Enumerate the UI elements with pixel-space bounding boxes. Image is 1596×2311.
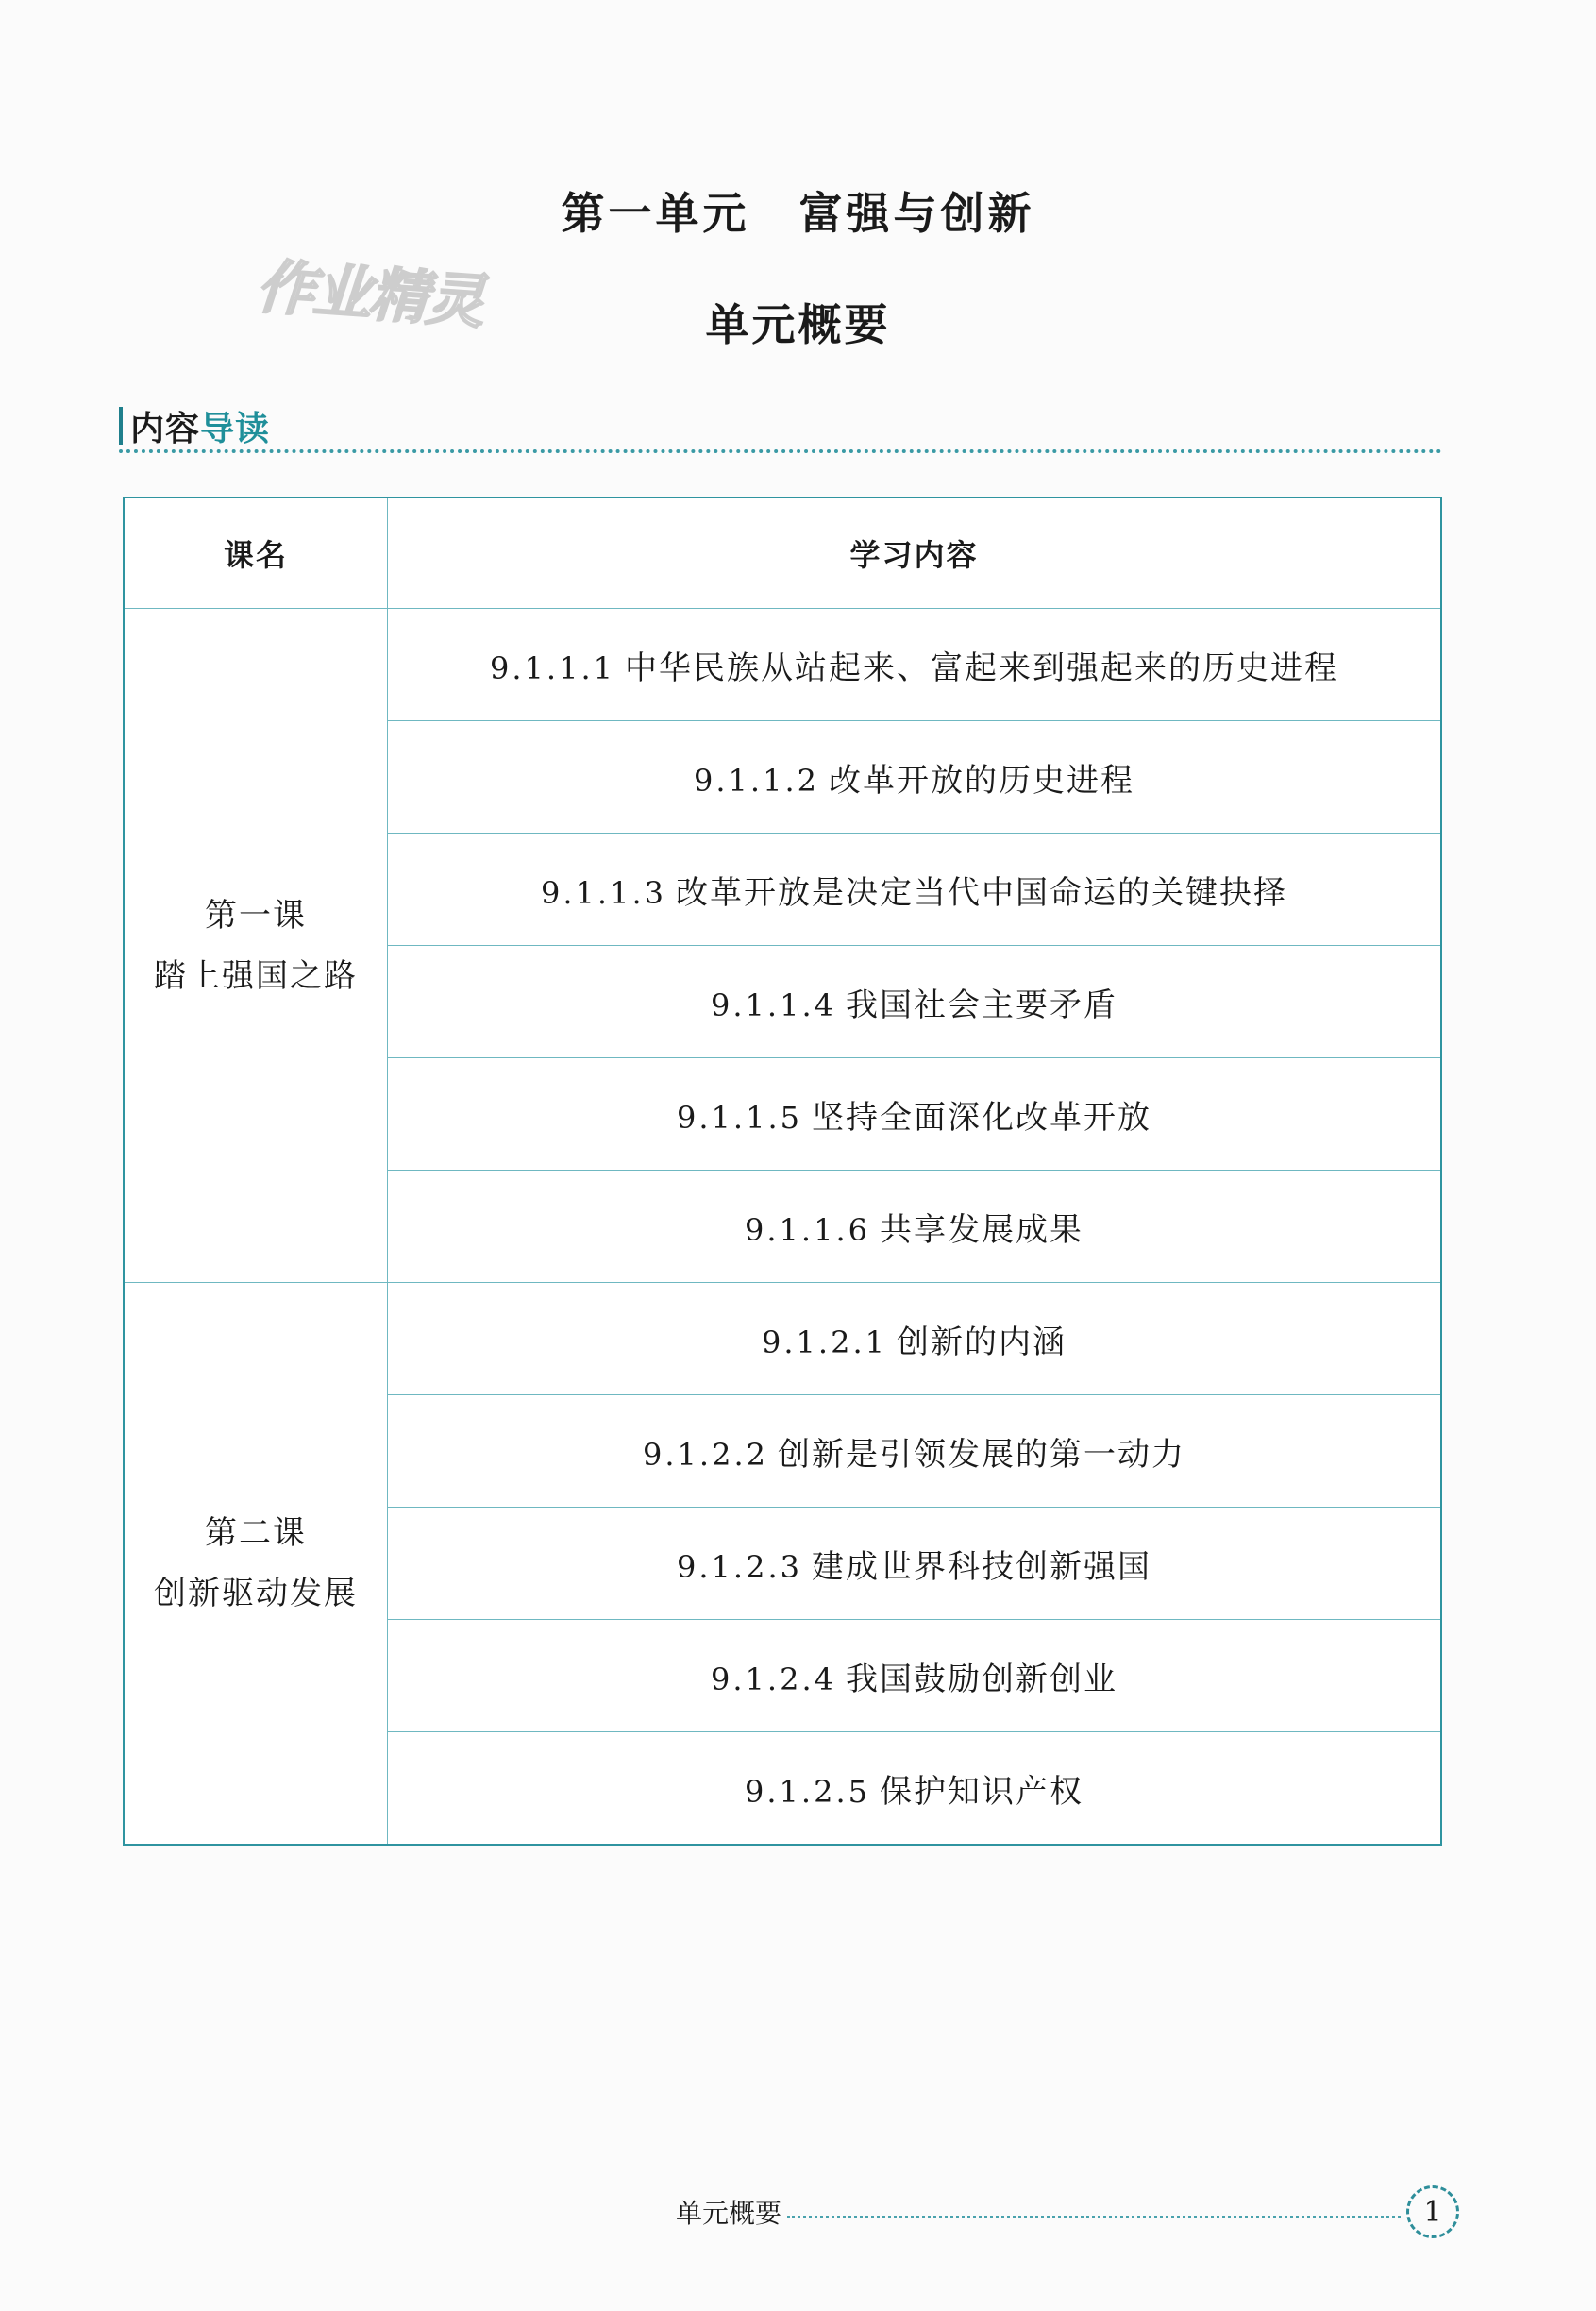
section-title-part1: 内容 [130, 409, 201, 448]
watermark: 作业精灵 [254, 251, 485, 337]
content-item [388, 1395, 1442, 1508]
content-table [123, 497, 1442, 1846]
footer-leader-dots [787, 2216, 1401, 2218]
section-divider [119, 449, 1442, 453]
item-code: 9.1.1.3 [541, 874, 666, 911]
item-text: 我国鼓励创新创业 [845, 1660, 1117, 1698]
section-title-part2: 导读 [200, 409, 271, 448]
lesson-title: 创新驱动发展 [154, 1575, 358, 1612]
item-code: 9.1.2.3 [677, 1548, 802, 1585]
table-header-row [124, 498, 1441, 609]
item-code: 9.1.1.4 [711, 987, 836, 1023]
lesson-name-cell [124, 609, 388, 1283]
item-text: 改革开放是决定当代中国命运的关键抉择 [675, 873, 1287, 912]
content-item [388, 1620, 1442, 1732]
item-text: 创新的内涵 [896, 1323, 1067, 1361]
content-item [388, 1508, 1442, 1620]
section-heading [119, 404, 270, 447]
footer-label: 单元概要 [676, 2198, 782, 2229]
item-code: 9.1.1.1 [490, 649, 615, 686]
content-item [388, 1283, 1442, 1395]
item-text: 保护知识产权 [879, 1772, 1084, 1811]
content-item [388, 946, 1442, 1058]
item-code: 9.1.1.5 [677, 1099, 802, 1136]
lesson-number: 第一课 [205, 896, 307, 935]
table-row [124, 609, 1441, 721]
page-number: 1 [1406, 2185, 1459, 2238]
item-code: 9.1.1.6 [745, 1211, 870, 1248]
item-text: 共享发展成果 [879, 1210, 1084, 1249]
content-item [388, 1732, 1442, 1846]
lesson-name-cell [124, 1283, 388, 1846]
unit-title [0, 179, 1596, 242]
item-code: 9.1.2.4 [711, 1661, 836, 1697]
content-item [388, 1171, 1442, 1283]
unit-name: 富强与创新 [798, 188, 1035, 239]
section-marker [119, 407, 123, 445]
overview-title: 单元概要 [705, 299, 891, 350]
lesson-number: 第二课 [205, 1514, 307, 1552]
item-text: 我国社会主要矛盾 [845, 986, 1117, 1024]
table-row [124, 1283, 1441, 1395]
item-text: 坚持全面深化改革开放 [811, 1098, 1151, 1137]
item-code: 9.1.2.2 [643, 1436, 768, 1473]
content-item [388, 609, 1442, 721]
item-code: 9.1.2.1 [762, 1324, 887, 1360]
item-code: 9.1.2.5 [745, 1773, 870, 1810]
content-item [388, 834, 1442, 946]
unit-label: 第一单元 [561, 188, 750, 239]
item-text: 创新是引领发展的第一动力 [777, 1435, 1185, 1474]
lesson-title: 踏上强国之路 [154, 956, 358, 995]
header-learning-content: 学习内容 [388, 498, 1442, 609]
item-text: 中华民族从站起来、富起来到强起来的历史进程 [624, 649, 1338, 687]
header-lesson-name: 课名 [124, 498, 388, 609]
content-item [388, 721, 1442, 834]
item-text: 改革开放的历史进程 [828, 761, 1134, 800]
item-text: 建成世界科技创新强国 [811, 1547, 1151, 1586]
item-code: 9.1.1.2 [694, 762, 819, 799]
content-item [388, 1058, 1442, 1171]
page-footer [676, 2188, 1459, 2235]
